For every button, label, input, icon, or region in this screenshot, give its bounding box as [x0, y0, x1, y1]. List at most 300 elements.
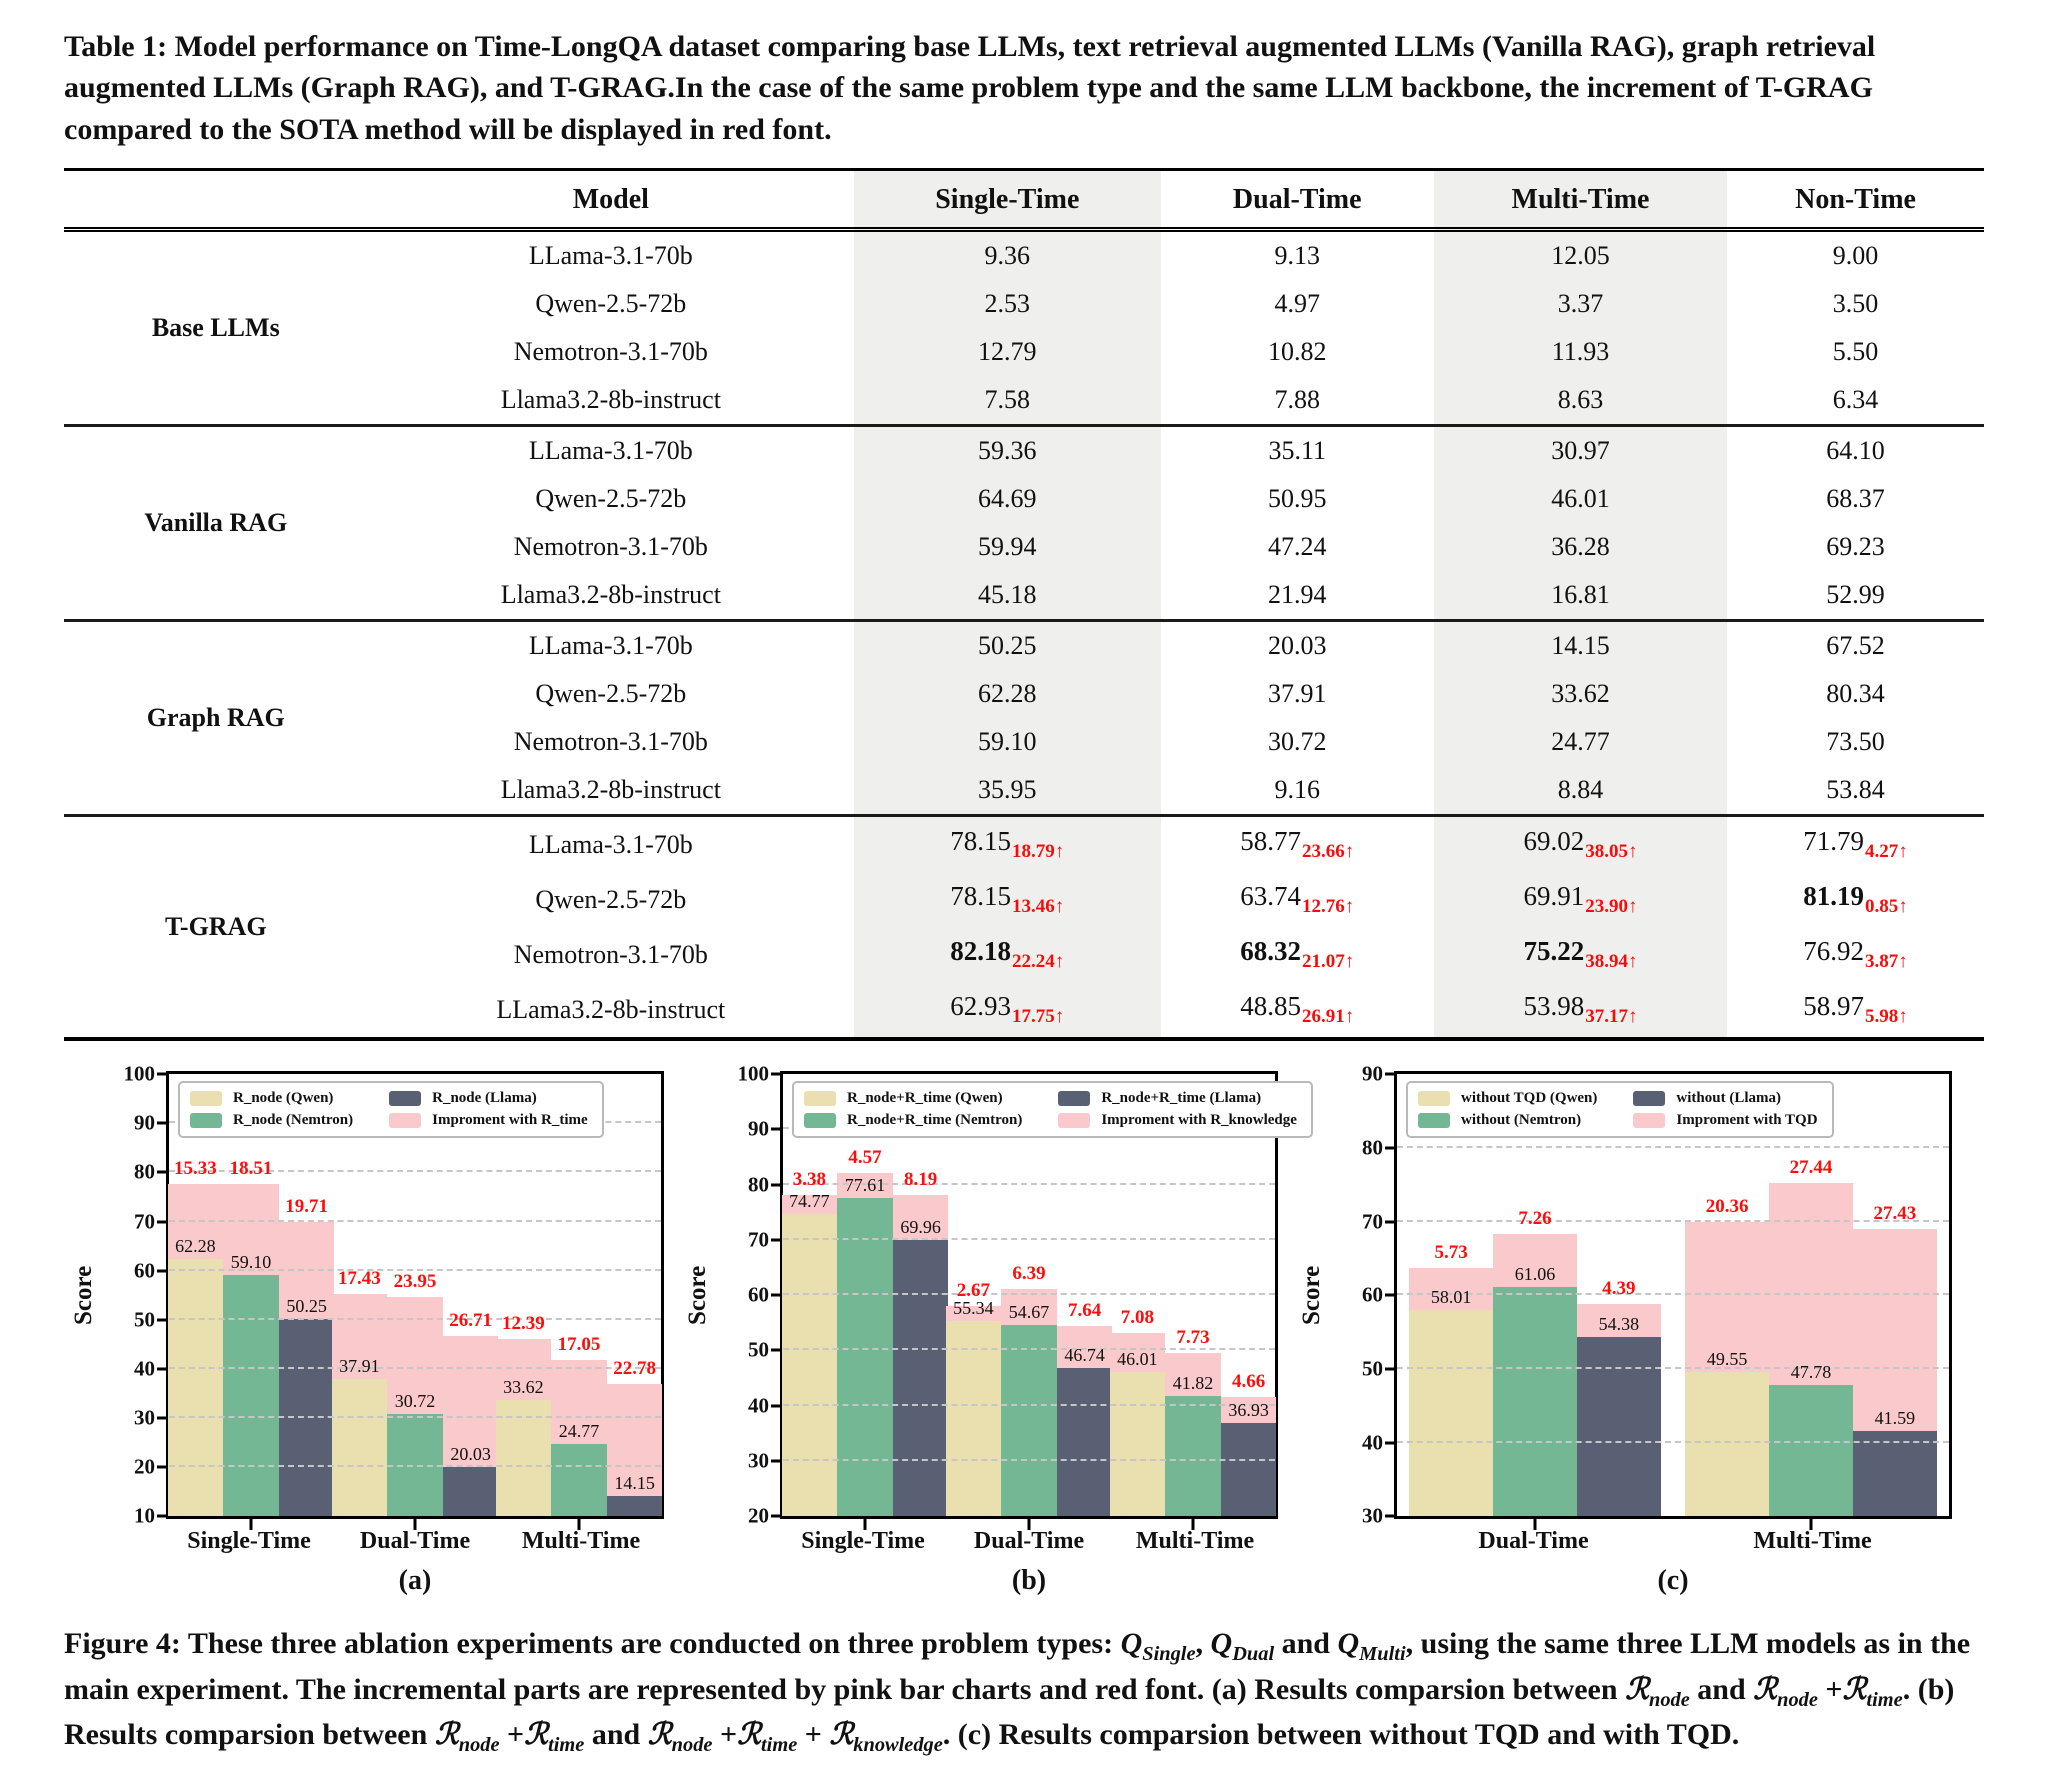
y-tick — [157, 1171, 166, 1174]
cell-value: 52.99 — [1826, 580, 1885, 610]
cell — [854, 718, 1160, 766]
table-row — [64, 426, 1984, 476]
bar-llama — [1853, 1431, 1937, 1516]
math-symbol: ℛ — [1625, 1672, 1649, 1706]
cell-value: 3.50 — [1832, 289, 1879, 319]
cell-value: 62.93 — [950, 991, 1012, 1022]
chart-c — [1292, 1061, 1952, 1597]
table-row — [64, 621, 1984, 671]
base-value-label: 24.77 — [558, 1420, 600, 1441]
cell-value: 45.18 — [978, 580, 1037, 610]
math-symbol: Q — [1120, 1627, 1143, 1661]
cell — [1727, 523, 1984, 571]
model-name: Qwen-2.5-72b — [535, 884, 687, 914]
y-tick-label: 70 — [748, 1227, 769, 1252]
cell — [1434, 766, 1727, 816]
cell — [854, 927, 1160, 982]
y-tick — [157, 1269, 166, 1272]
y-axis-label: Score — [1298, 1265, 1325, 1325]
model-name: LLama3.2-8b-instruct — [496, 994, 726, 1024]
bar-qwen — [332, 1379, 388, 1516]
caption-text: and — [1689, 1672, 1754, 1706]
cell — [1434, 230, 1727, 281]
increment-value-label: 7.26 — [1518, 1207, 1552, 1229]
legend — [1406, 1081, 1834, 1138]
legend-item — [389, 1090, 588, 1107]
cell-value: 12.79 — [978, 337, 1037, 367]
subplot-label: (b) — [1011, 1565, 1047, 1597]
cell — [854, 523, 1160, 571]
math-subscript: Multi — [1359, 1643, 1406, 1666]
increment-value: 3.87↑ — [1865, 951, 1908, 973]
y-tick-label: 40 — [748, 1393, 769, 1418]
bar-qwen — [1110, 1372, 1166, 1516]
figure-caption — [64, 1623, 1984, 1760]
y-tick — [771, 1404, 780, 1407]
increment-value-label: 22.78 — [613, 1357, 656, 1379]
cell-value: 59.36 — [978, 436, 1037, 466]
column-header: Multi-Time — [1434, 170, 1727, 230]
cell — [1727, 280, 1984, 328]
caption-text: . (b) Results comparsion between — [64, 1672, 1955, 1752]
math-subscript: knowledge — [853, 1734, 943, 1757]
base-value-label: 49.55 — [1706, 1349, 1748, 1370]
cell-value: 10.82 — [1267, 337, 1327, 367]
cell — [1727, 475, 1984, 523]
cell — [1434, 475, 1727, 523]
model-name: Llama3.2-8b-instruct — [500, 385, 721, 415]
legend-label: without TQD (Qwen) — [1461, 1090, 1598, 1107]
cell-value: 20.03 — [1267, 631, 1327, 661]
cell-value: 33.62 — [1551, 679, 1610, 709]
cell — [1161, 426, 1434, 476]
math-symbol: ℛ — [737, 1718, 761, 1752]
base-value-label: 20.03 — [450, 1443, 491, 1464]
math-symbol: ℛ — [647, 1718, 672, 1752]
increment-value: 4.27↑ — [1865, 841, 1908, 863]
y-tick-label: 10 — [134, 1503, 155, 1528]
cell-value: 50.95 — [1267, 484, 1327, 514]
legend — [792, 1081, 1313, 1138]
legend-swatch — [804, 1091, 836, 1106]
y-tick-label: 40 — [134, 1356, 155, 1381]
chart-main — [678, 1061, 1297, 1528]
legend-swatch — [1633, 1091, 1665, 1106]
y-axis-label: Score — [684, 1265, 711, 1325]
cell — [1727, 621, 1984, 671]
base-value-label: 59.10 — [230, 1252, 272, 1273]
cell — [1161, 328, 1434, 376]
legend-label: Improment with R_knowledge — [1101, 1112, 1297, 1129]
model-name: Qwen-2.5-72b — [535, 289, 687, 319]
increment-value-label: 26.71 — [449, 1309, 492, 1331]
y-tick-label: 60 — [748, 1282, 769, 1307]
legend-swatch — [1058, 1091, 1090, 1106]
base-value-label: 41.59 — [1874, 1407, 1916, 1428]
model-name: LLama-3.1-70b — [368, 426, 855, 476]
plot-area — [1362, 1061, 1952, 1528]
y-tick-label: 50 — [748, 1337, 769, 1362]
cell-value: 30.72 — [1267, 727, 1327, 757]
cell-value: 58.97 — [1803, 991, 1865, 1022]
model-name: Nemotron-3.1-70b — [513, 337, 708, 367]
y-tick — [1385, 1294, 1394, 1297]
increment-value-label: 3.38 — [792, 1168, 827, 1190]
cell-value: 11.93 — [1551, 337, 1610, 367]
cell-value: 59.94 — [978, 532, 1037, 562]
cell-value: 8.63 — [1557, 385, 1604, 415]
cell-value: 36.28 — [1551, 532, 1610, 562]
increment-value: 5.98↑ — [1865, 1006, 1908, 1028]
x-axis-labels — [780, 1519, 1278, 1557]
caption-text: , using the same three LLM models as in the main experiment. The incremental parts are represented by pink bar charts and red font. (a) Results comparsion between — [64, 1627, 1971, 1706]
cell — [1727, 328, 1984, 376]
base-value-label: 30.72 — [394, 1391, 436, 1412]
cell-value: 24.77 — [1551, 727, 1610, 757]
subplot-label: (c) — [1657, 1565, 1689, 1597]
cell-value: 47.24 — [1267, 532, 1327, 562]
cell-value: 69.23 — [1826, 532, 1885, 562]
math-subscript: time — [1866, 1688, 1903, 1711]
plot-wrapper — [718, 1061, 1297, 1528]
table-header — [64, 170, 1984, 230]
base-value-label: 61.06 — [1514, 1264, 1556, 1285]
x-tick-label: Dual-Time — [359, 1528, 471, 1555]
cell — [1434, 670, 1727, 718]
y-tick-label: 80 — [1362, 1135, 1383, 1160]
legend-label: without (Nemtron) — [1461, 1112, 1582, 1129]
cell — [1727, 766, 1984, 816]
y-tick-label: 70 — [134, 1209, 155, 1234]
cell — [854, 328, 1160, 376]
y-tick-label: 90 — [134, 1110, 155, 1135]
y-tick — [771, 1128, 780, 1131]
base-value-label: 37.91 — [339, 1356, 380, 1377]
increment-value-label: 6.39 — [1012, 1263, 1046, 1285]
cell-value: 8.84 — [1557, 775, 1604, 805]
cell — [1161, 927, 1434, 982]
increment-value: 38.94↑ — [1585, 951, 1638, 973]
y-tick — [157, 1122, 166, 1125]
legend-swatch — [389, 1091, 421, 1106]
y-tick — [1385, 1220, 1394, 1223]
chart-b — [678, 1061, 1297, 1597]
y-axis-label: Score — [70, 1265, 97, 1325]
y-tick — [157, 1367, 166, 1370]
increment-value: 17.75↑ — [1012, 1006, 1065, 1028]
legend-swatch — [1418, 1113, 1450, 1128]
y-tick — [771, 1515, 780, 1518]
cell — [854, 816, 1160, 873]
model-name: LLama-3.1-70b — [528, 241, 693, 271]
x-tick-label: Dual-Time — [973, 1528, 1085, 1555]
cell-value: 7.88 — [1274, 385, 1320, 415]
legend-swatch — [190, 1091, 222, 1106]
cell-value: 7.58 — [984, 385, 1031, 415]
table-row — [64, 230, 1984, 281]
x-tick-label: Multi-Time — [521, 1528, 641, 1555]
base-value-label: 74.77 — [789, 1190, 830, 1211]
x-tick-label: Single-Time — [801, 1528, 925, 1555]
plot-area — [123, 1061, 664, 1528]
bar-llama — [1057, 1368, 1113, 1516]
increment-value-label: 8.19 — [903, 1168, 938, 1190]
cell — [1727, 927, 1984, 982]
column-header: Dual-Time — [1161, 170, 1434, 230]
base-value-label: 50.25 — [286, 1295, 327, 1316]
cell — [1434, 816, 1727, 873]
y-tick-label: 20 — [748, 1503, 769, 1528]
cell — [1434, 927, 1727, 982]
bar-nemtron — [1769, 1385, 1853, 1516]
y-tick-label: 20 — [134, 1454, 155, 1479]
legend-swatch — [1418, 1091, 1450, 1106]
cell-value: 2.53 — [984, 289, 1031, 319]
y-tick-label: 100 — [123, 1061, 155, 1086]
cell — [1434, 280, 1727, 328]
cell — [1434, 328, 1727, 376]
cell-value: 82.18 — [950, 936, 1012, 967]
model-name: Nemotron-3.1-70b — [513, 939, 708, 969]
plot-area — [737, 1061, 1297, 1528]
bar-qwen — [946, 1321, 1002, 1516]
cell — [854, 766, 1160, 816]
math-symbol: ℛ — [524, 1718, 549, 1752]
model-name: Llama3.2-8b-instruct — [500, 775, 721, 805]
y-tick — [157, 1220, 166, 1223]
cell-value: 5.50 — [1832, 337, 1879, 367]
math-subscript: node — [1649, 1688, 1690, 1711]
cell-value: 76.92 — [1803, 936, 1865, 967]
cell-value: 58.77 — [1240, 826, 1301, 857]
y-tick — [771, 1294, 780, 1297]
cell — [854, 280, 1160, 328]
y-tick — [1385, 1073, 1394, 1076]
cell — [1434, 523, 1727, 571]
cell — [854, 670, 1160, 718]
increment-value: 22.24↑ — [1012, 951, 1065, 973]
cell — [1434, 621, 1727, 671]
cell-value: 9.00 — [1832, 241, 1879, 271]
cell — [1727, 571, 1984, 621]
legend-swatch — [389, 1113, 421, 1128]
y-tick-label: 100 — [737, 1061, 769, 1086]
legend-item — [1058, 1112, 1297, 1129]
group-label: Graph RAG — [64, 621, 368, 816]
math-subscript: time — [761, 1734, 798, 1757]
caption-text: + — [1817, 1672, 1843, 1706]
cell-value: 80.34 — [1826, 679, 1885, 709]
math-subscript: node — [1777, 1688, 1818, 1711]
cell-value: 12.05 — [1551, 241, 1610, 271]
group-label: Vanilla RAG — [64, 426, 368, 621]
math-subscript: node — [671, 1734, 713, 1757]
base-value-label: 41.82 — [1172, 1372, 1214, 1393]
legend-item — [1418, 1090, 1597, 1107]
cell — [1161, 982, 1434, 1039]
bar-llama — [443, 1467, 499, 1516]
increment-value: 21.07↑ — [1301, 951, 1355, 973]
cell — [854, 376, 1160, 426]
cell — [854, 571, 1160, 621]
increment-value: 18.79↑ — [1012, 841, 1065, 863]
chart-main — [64, 1061, 664, 1528]
cell — [1727, 376, 1984, 426]
increment-value-label: 4.39 — [1602, 1278, 1636, 1300]
bar-nemtron — [1001, 1325, 1057, 1517]
base-value-label: 36.93 — [1228, 1399, 1269, 1420]
increment-value-label: 4.66 — [1231, 1370, 1266, 1392]
y-tick-label: 40 — [1362, 1430, 1383, 1455]
cell-value: 53.98 — [1523, 991, 1585, 1022]
cell — [854, 475, 1160, 523]
cell-value: 63.74 — [1240, 881, 1301, 912]
math-symbol: ℛ — [1842, 1672, 1867, 1706]
increment-value-label: 2.67 — [956, 1280, 991, 1302]
cell — [1161, 523, 1434, 571]
cell-value: 59.10 — [978, 727, 1037, 757]
legend-swatch — [1633, 1113, 1665, 1128]
table-body — [64, 230, 1984, 1040]
bar-increment — [1769, 1183, 1853, 1385]
legend-label: R_node (Nemtron) — [233, 1112, 354, 1129]
cell-value: 4.97 — [1274, 289, 1320, 319]
cell-value: 9.13 — [1274, 241, 1320, 271]
x-axis-labels — [1394, 1519, 1952, 1557]
increment-value-label: 19.71 — [285, 1195, 328, 1217]
increment-value-label: 12.39 — [502, 1313, 545, 1335]
caption-text: and — [584, 1718, 648, 1752]
legend-item — [804, 1090, 1022, 1107]
y-tick-label: 50 — [1362, 1356, 1383, 1381]
increment-value-label: 4.57 — [848, 1146, 882, 1168]
model-name: Nemotron-3.1-70b — [513, 532, 708, 562]
math-symbol: ℛ — [829, 1718, 854, 1752]
y-tick — [771, 1238, 780, 1241]
bar-nemtron — [551, 1444, 607, 1517]
legend-item — [804, 1112, 1022, 1129]
cell-value: 30.97 — [1551, 436, 1610, 466]
bar-qwen — [782, 1214, 838, 1517]
math-subscript: time — [548, 1734, 585, 1757]
caption-text: . (c) Results comparsion between without TQD and with TQD. — [942, 1718, 1740, 1752]
chart-main — [1292, 1061, 1952, 1528]
column-header: Single-Time — [854, 170, 1160, 230]
cell-value: 69.91 — [1523, 881, 1585, 912]
model-name: Qwen-2.5-72b — [535, 679, 687, 709]
increment-value: 37.17↑ — [1585, 1006, 1638, 1028]
cell — [1161, 280, 1434, 328]
cell — [1161, 571, 1434, 621]
math-subscript: node — [458, 1734, 500, 1757]
cell — [1161, 475, 1434, 523]
header-group-spacer — [64, 170, 368, 230]
math-subscript: Dual — [1232, 1643, 1275, 1666]
cell-value: 9.36 — [984, 241, 1031, 271]
legend-label: Improment with R_time — [432, 1112, 588, 1129]
bar-qwen — [496, 1400, 552, 1516]
legend-item — [1418, 1112, 1597, 1129]
increment-value: 0.85↑ — [1865, 896, 1908, 918]
increment-value-label: 7.64 — [1067, 1300, 1102, 1322]
legend-swatch — [190, 1113, 222, 1128]
bar-llama — [1577, 1337, 1661, 1517]
increment-value: 26.91↑ — [1301, 1006, 1355, 1028]
cell — [1161, 670, 1434, 718]
math-subscript: Single — [1142, 1643, 1196, 1666]
cell — [1434, 571, 1727, 621]
table-row — [64, 816, 1984, 873]
y-tick — [771, 1183, 780, 1186]
y-tick-label: 60 — [1362, 1282, 1383, 1307]
cell-value: 68.32 — [1240, 936, 1301, 967]
model-name: LLama-3.1-70b — [368, 816, 855, 873]
math-symbol: Q — [1210, 1627, 1233, 1661]
header-row — [64, 170, 1984, 230]
increment-value: 13.46↑ — [1012, 896, 1065, 918]
cell — [1727, 718, 1984, 766]
base-value-label: 58.01 — [1430, 1286, 1472, 1307]
cell-value: 3.37 — [1557, 289, 1604, 319]
y-tick-label: 70 — [1362, 1209, 1383, 1234]
math-symbol: Q — [1337, 1627, 1360, 1661]
cell — [1727, 982, 1984, 1039]
gridline — [1397, 1146, 1949, 1148]
bar-llama — [607, 1496, 663, 1516]
cell-value: 68.37 — [1826, 484, 1885, 514]
base-value-label: 47.78 — [1790, 1362, 1832, 1383]
legend-label: R_node (Qwen) — [233, 1090, 334, 1107]
base-value-label: 46.74 — [1064, 1345, 1105, 1366]
caption-text: + — [712, 1718, 738, 1752]
y-tick-label: 90 — [748, 1116, 769, 1141]
legend-label: Improment with TQD — [1676, 1112, 1818, 1129]
cell — [1727, 230, 1984, 281]
cell-value: 35.95 — [978, 775, 1037, 805]
results-table — [64, 168, 1984, 1041]
caption-text: + — [499, 1718, 525, 1752]
column-header: Non-Time — [1727, 170, 1984, 230]
y-tick — [1385, 1441, 1394, 1444]
caption-text: , — [1195, 1627, 1211, 1661]
legend-label: R_node+R_time (Qwen) — [847, 1090, 1003, 1107]
cell — [1434, 426, 1727, 476]
math-symbol: ℛ — [1753, 1672, 1778, 1706]
group-label: Base LLMs — [151, 313, 280, 343]
y-tick — [157, 1073, 166, 1076]
y-tick — [1385, 1515, 1394, 1518]
x-tick-label: Single-Time — [187, 1528, 311, 1555]
bar-nemtron — [1493, 1287, 1577, 1516]
bar-llama — [893, 1240, 949, 1516]
cell-value: 75.22 — [1523, 936, 1585, 967]
cell — [1161, 230, 1434, 281]
x-tick-label: Dual-Time — [1478, 1528, 1589, 1555]
cell — [1161, 376, 1434, 426]
y-tick — [771, 1073, 780, 1076]
legend-label: without (Llama) — [1676, 1090, 1781, 1107]
cell-value: 9.16 — [1274, 775, 1320, 805]
cell — [1434, 376, 1727, 426]
cell-value: 71.79 — [1803, 826, 1865, 857]
legend-item — [1633, 1090, 1817, 1107]
bar-llama — [279, 1319, 335, 1517]
cell-value: 67.52 — [1826, 631, 1885, 661]
legend-label: R_node+R_time (Nemtron) — [847, 1112, 1023, 1129]
y-tick — [771, 1459, 780, 1462]
legend-item — [1633, 1112, 1817, 1129]
increment-value-label: 18.51 — [229, 1158, 273, 1180]
